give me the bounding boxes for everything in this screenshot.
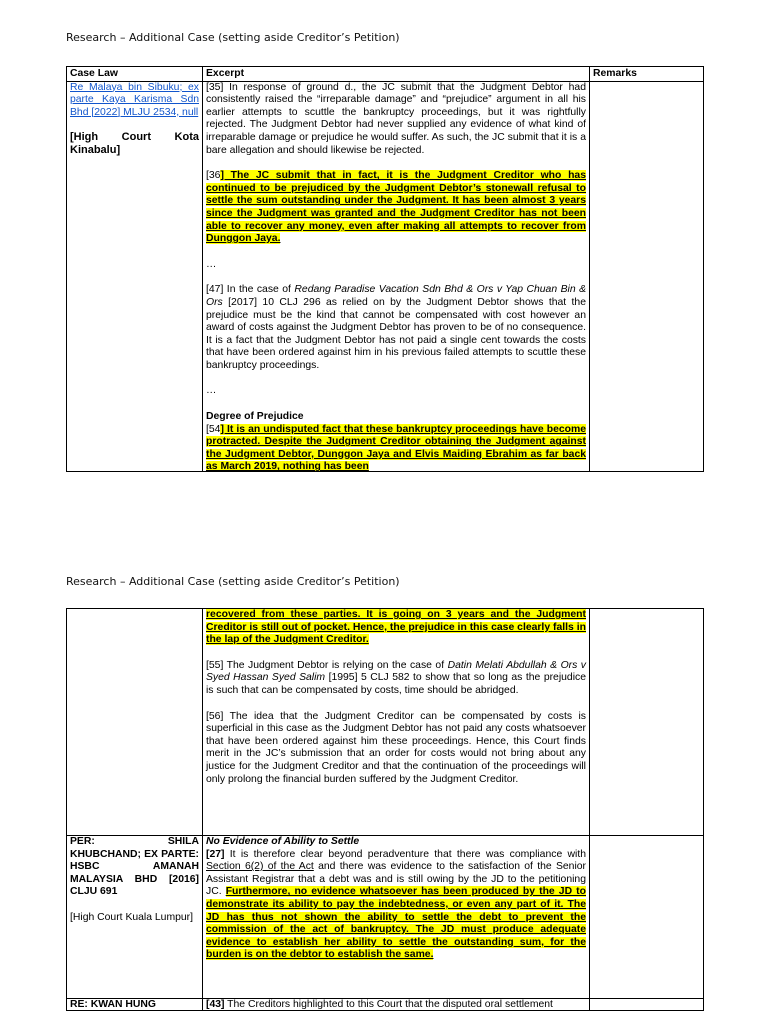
case-law-cell [67, 836, 203, 999]
paragraph-35: [35] In response of ground d., the JC submit that the Judgment Debtor had consistently raised the “irreparable damage” and “prejudice” argument in all his earlier attempts to scuttle the bankruptcy proceedings, but it was rightfully rejected. The Judgment Debtor had never supplied any evidence of what kind of irreparable damage or prejudice he would suffer. As such, the JC submit that it is a bare allegation and should likewise be rejected. [206, 81, 586, 156]
excerpt-cell [203, 836, 590, 999]
table-row [67, 609, 704, 836]
remarks-cell [590, 81, 704, 471]
paragraph-43: [43] The Creditors highlighted to this Court that the disputed oral settlement [206, 999, 553, 1010]
ellipsis: … [206, 258, 217, 270]
court-label: [High Court Kota Kinabalu] [70, 131, 199, 156]
excerpt-cell [203, 999, 590, 1011]
remarks-cell [590, 609, 704, 836]
case-title: PER: SHILA KHUBCHAND; EX PARTE: HSBC AMANAH MALAYSIA BHD [2016] CLJU 691 [70, 836, 199, 898]
paragraph-36: [36] The JC submit that in fact, it is the Judgment Creditor who has continued to be prejudiced by the Judgment Debtor’s stonewall refusal to settle the sum outstanding under the Judgment. It has been almost 3 years since the Judgment was granted and the Judgment Creditor has not been able to recover any money, even after making all attempts to recover from Dunggon Jaya. [206, 170, 586, 245]
table-row [67, 81, 704, 471]
excerpt-cell [203, 609, 590, 836]
highlighted-text: ] The JC submit that in fact, it is the Judgment Creditor who has continued to be prejudiced by the Judgment Debtor’s stonewall refusal to settle the sum outstanding under the Judgment. It has been almost 3 years since the Judgment was granted and the Judgment Creditor has not been able to recover any money, even after making all attempts to recover from Dunggon Jaya. [206, 170, 586, 245]
paragraph-56: [56] The idea that the Judgment Creditor can be compensated by costs is superficial in this case as the Judgment Debtor has not paid any costs whatsoever that have been ordered against him these proceedings. Hence, this Court finds merit in the JC’s submission that an order for costs would not bring about any justice for the Judgment Creditor and that the continuation of the proceedings will only prolong the financial burden suffered by the Judgment Creditor. [206, 710, 586, 785]
remarks-cell [590, 999, 704, 1011]
court-label: [High Court Kuala Lumpur] [70, 911, 194, 923]
header-excerpt: Excerpt [203, 67, 590, 82]
page-heading: Research – Additional Case (setting aside Creditor’s Petition) [66, 575, 400, 588]
paragraph-27: [27] It is therefore clear beyond peradventure that there was compliance with Section 6(2) of the Act and there was evidence to the satisfaction of the Senior Assistant Registrar that a debt was and is still owing by the JD to the petitioning JC. Furthermore, no evidence whatsoever has been produced by the JD to demonstrate its ability to pay the indebtedness, or even any part of it. The JD has thus not shown the ability to settle the debt to prevent the commission of the act of bankruptcy. The JD must produce adequate evidence to establish her ability to settle the outstanding sum, for the burden is on the debtor to establish the same. [206, 848, 586, 961]
excerpt-cell [203, 81, 590, 471]
case-link[interactable]: Re Malaya bin Sibuku; ex parte Kaya Karisma Sdn Bhd [2022] MLJU 2534, null [70, 81, 199, 118]
paragraph-55: [55] The Judgment Debtor is relying on the case of Datin Melati Abdullah & Ors v Syed Hassan Syed Salim [1995] 5 CLJ 582 to show that so long as the prejudice is such that can be compensated by costs, time should be abridged. [206, 659, 587, 696]
highlighted-text: Furthermore, no evidence whatsoever has been produced by the JD to demonstrate its ability to pay the indebtedness, or even any part of it. The JD has thus not shown the ability to settle the debt to prevent the commission of the act of bankruptcy. The JD must produce adequate evidence to establish her ability to settle the outstanding sum, for the burden is on the debtor to establish the same. [206, 886, 586, 961]
remarks-cell [590, 836, 704, 999]
case-law-cell [67, 999, 203, 1011]
paragraph-54: [54] It is an undisputed fact that these bankruptcy proceedings have become protracted. Despite the Judgment Creditor obtaining the Judgment against the Judgment Debtor, Dunggon Jaya and Elvis Maiding Ebrahim as far back as March 2019, nothing has been [206, 423, 586, 471]
case-citation: Redang Paradise Vacation Sdn Bhd & Ors v Yap Chuan Bin & Ors [206, 284, 586, 308]
page-heading: Research – Additional Case (setting aside Creditor’s Petition) [66, 31, 400, 44]
case-law-cell [67, 81, 203, 471]
degree-of-prejudice-heading: Degree of Prejudice [206, 411, 304, 423]
case-table-continued [66, 608, 704, 1011]
highlighted-text: ] It is an undisputed fact that these bankruptcy proceedings have become protracted. Despite the Judgment Creditor obtaining the Judgment against the Judgment Debtor, Dunggon Jaya and Elvis Maiding Ebrahim as far back as March 2019, nothing has been [206, 423, 586, 471]
table-row [67, 999, 704, 1011]
table-header-row [67, 67, 704, 82]
case-table [66, 66, 704, 472]
case-citation: Datin Melati Abdullah & Ors v Syed Hassan Syed Salim [206, 659, 587, 684]
paragraph-47: [47] In the case of Redang Paradise Vacation Sdn Bhd & Ors v Yap Chuan Bin & Ors [2017] 10 CLJ 296 as relied on by the Judgment Debtor shows that the prejudice must be the kind that cannot be compensated with cost however an award of costs against the Judgment Debtor has proven to be of no consequence. It is a fact that the Judgment Debtor has not paid a single cent towards the costs that have been ordered against him in his previous failed attempts to scuttle these bankruptcy proceedings. [206, 284, 586, 371]
ellipsis: … [206, 385, 217, 397]
statute-link: Section 6(2) of the Act [206, 861, 314, 873]
header-case-law: Case Law [67, 67, 203, 82]
header-remarks: Remarks [590, 67, 704, 82]
no-evidence-heading: No Evidence of Ability to Settle [206, 836, 360, 847]
highlighted-text: recovered from these parties. It is going on 3 years and the Judgment Creditor is still out of pocket. Hence, the prejudice in this case clearly falls in the lap of the Judgment Creditor. [206, 609, 586, 646]
case-title: RE: KWAN HUNG [70, 999, 157, 1010]
case-law-cell [67, 609, 203, 836]
table-row [67, 836, 704, 999]
continued-paragraph [206, 609, 586, 647]
